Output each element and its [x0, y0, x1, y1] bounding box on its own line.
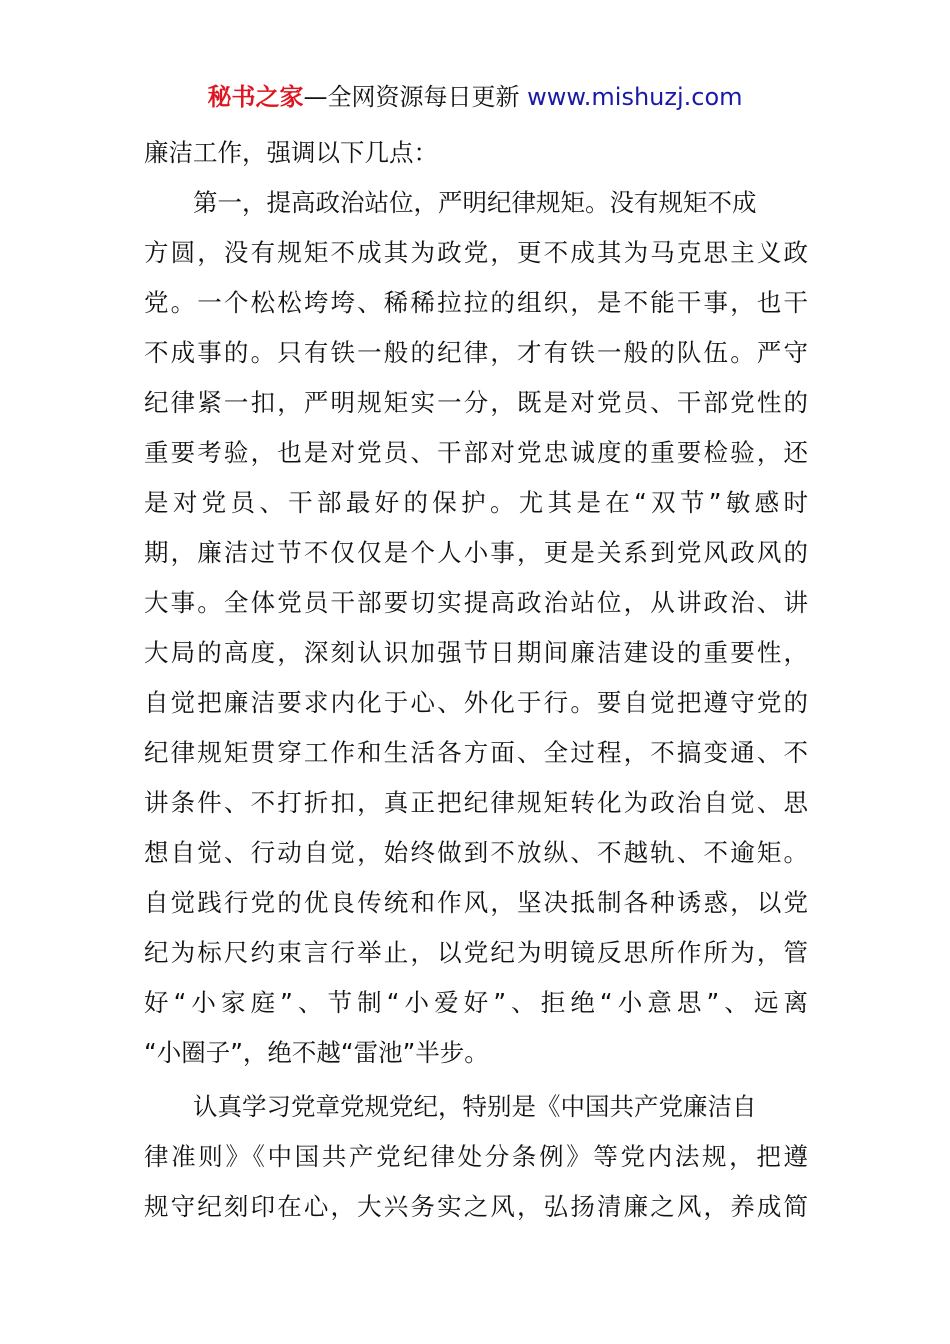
text-line: 大事。全体党员干部要切实提高政治站位，从讲政治、讲	[144, 588, 808, 617]
text-line: 大局的高度，深刻认识加强节日期间廉洁建设的重要性，	[144, 638, 808, 667]
paragraph-last-line: “小圈子”，绝不越“雷池”半步。	[144, 1038, 489, 1067]
site-url-link[interactable]: www.mishuzj.com	[527, 83, 743, 111]
text-line: 想自觉、行动自觉，始终做到不放纵、不越轨、不逾矩。	[144, 838, 808, 867]
site-header	[0, 80, 950, 114]
text-line: 纪为标尺约束言行举止，以党纪为明镜反思所作所为，管	[144, 938, 808, 967]
paragraph-first-line: 认真学习党章党规党纪，特别是《中国共产党廉洁自	[193, 1092, 757, 1121]
paragraph-first-line: 第一，提高政治站位，严明纪律规矩。没有规矩不成	[193, 188, 757, 217]
text-line: 自觉践行党的优良传统和作风，坚决抵制各种诱惑，以党	[144, 888, 808, 917]
text-line: 纪律规矩贯穿工作和生活各方面、全过程，不搞变通、不	[144, 738, 808, 767]
text-line: 党。一个松松垮垮、稀稀拉拉的组织，是不能干事，也干	[144, 288, 808, 317]
text-line: 是对党员、干部最好的保护。尤其是在“双节”敏感时	[144, 488, 808, 517]
text-line: 讲条件、不打折扣，真正把纪律规矩转化为政治自觉、思	[144, 788, 808, 817]
text-line: 规守纪刻印在心，大兴务实之风，弘扬清廉之风，养成简	[144, 1192, 808, 1221]
site-tagline: —全网资源每日更新	[303, 83, 528, 111]
text-line: 不成事的。只有铁一般的纪律，才有铁一般的队伍。严守	[144, 338, 808, 367]
site-brand: 秘书之家	[207, 83, 304, 111]
text-line: 律准则》《中国共产党纪律处分条例》等党内法规，把遵	[144, 1142, 808, 1171]
text-line: 自觉把廉洁要求内化于心、外化于行。要自觉把遵守党的	[144, 688, 808, 717]
text-line: 期，廉洁过节不仅仅是个人小事，更是关系到党风政风的	[144, 538, 808, 567]
text-line: 好“小家庭”、节制“小爱好”、拒绝“小意思”、远离	[144, 988, 808, 1017]
text-line: 方圆，没有规矩不成其为政党，更不成其为马克思主义政	[144, 238, 808, 267]
text-line: 重要考验，也是对党员、干部对党忠诚度的重要检验，还	[144, 438, 808, 467]
text-line: 纪律紧一扣，严明规矩实一分，既是对党员、干部党性的	[144, 388, 808, 417]
document-body	[144, 128, 808, 1232]
text-line: 廉洁工作，强调以下几点：	[144, 138, 438, 167]
